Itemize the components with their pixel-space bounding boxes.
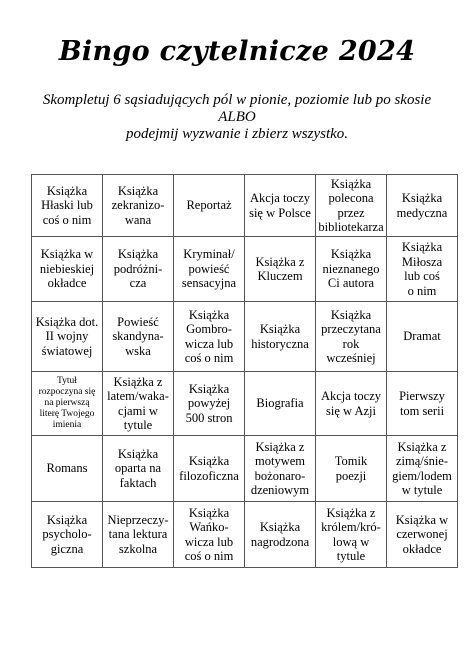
bingo-cell-line: podróżni-	[113, 261, 163, 276]
bingo-cell-line: imienia	[52, 420, 82, 430]
bingo-cell-line: na pierwszą	[44, 398, 90, 408]
bingo-cell-line: powyżej	[187, 396, 231, 411]
bingo-cell-line: niebieskiej	[39, 261, 95, 276]
bingo-cell	[387, 502, 458, 568]
bingo-cell-line: oparta na	[114, 461, 162, 476]
bingo-cell	[316, 502, 387, 568]
bingo-cell-line: polecona	[328, 191, 374, 205]
bingo-cell	[174, 175, 245, 237]
bingo-cell-line: II wojny	[45, 329, 89, 344]
bingo-grid	[31, 174, 458, 568]
bingo-cell-line: wska	[125, 343, 151, 358]
bingo-cell-line: Książka	[46, 512, 88, 527]
bingo-cell-line: 500 stron	[185, 410, 233, 425]
bingo-cell-line: Książka	[259, 322, 301, 336]
bingo-cell-line: Akcja toczy	[249, 191, 311, 205]
bingo-cell	[245, 372, 316, 436]
bingo-cell-line: motywem	[255, 454, 305, 468]
page-title: Bingo czytelnicze 2024	[58, 36, 416, 67]
bingo-cell-line: cza	[129, 276, 147, 291]
bingo-cell	[103, 502, 174, 568]
bingo-cell-line: literę Twojego	[39, 409, 95, 419]
instructions	[20, 92, 454, 143]
bingo-cell	[316, 372, 387, 436]
bingo-cell-line: Powieść	[117, 314, 159, 329]
bingo-cell	[387, 372, 458, 436]
bingo-cell-line: w tytule	[401, 483, 443, 497]
bingo-cell-line: okładce	[47, 276, 87, 291]
bingo-cell-line: Romans	[46, 461, 88, 476]
bingo-cell-line: filozoficzna	[179, 468, 239, 483]
bingo-cell	[103, 237, 174, 302]
bingo-cell-line: historyczna	[251, 336, 309, 351]
bingo-cell-line: giczna	[50, 541, 84, 556]
bingo-cell-line: Książka z	[397, 439, 447, 454]
bingo-cell-line: nagrodzona	[250, 534, 310, 549]
bingo-cell-line: Książka w	[40, 247, 94, 262]
bingo-cell-line: zimą/śnie-	[395, 454, 449, 468]
bingo-cell	[245, 302, 316, 372]
bingo-cell-line: Książka	[188, 505, 230, 520]
bingo-cell-line: Książka z	[326, 505, 376, 520]
bingo-cell-line: Dramat	[403, 329, 441, 344]
bingo-cell-line: okładce	[402, 541, 442, 556]
bingo-cell-line: wicza lub	[184, 336, 234, 351]
bingo-cell-line: Kryminał/	[183, 247, 235, 262]
bingo-cell	[387, 302, 458, 372]
bingo-cell	[174, 436, 245, 502]
bingo-cell-line: Książka dot.	[35, 314, 99, 329]
bingo-cell-line: Reportaż	[186, 198, 232, 213]
bingo-cell-line: Książka	[46, 183, 88, 198]
bingo-cell-line: psycholo-	[42, 527, 92, 542]
bingo-cell-line: Hłaski lub	[41, 198, 93, 213]
bingo-cell	[245, 237, 316, 302]
bingo-cell	[316, 237, 387, 302]
bingo-cell-line: Ci autora	[327, 276, 375, 291]
instructions-line-3: podejmij wyzwanie i zbierz wszystko.	[125, 126, 349, 142]
bingo-cell-line: Książka	[188, 307, 230, 322]
bingo-cell	[316, 175, 387, 237]
bingo-cell-line: się w Polsce	[249, 205, 311, 220]
bingo-cell-line: sensacyjna	[181, 276, 237, 291]
bingo-cell-line: Tytuł	[57, 376, 77, 386]
bingo-cell-line: lową w tytule	[332, 534, 370, 563]
bingo-cell-line: Tomik	[334, 454, 368, 468]
bingo-row	[32, 302, 458, 372]
bingo-cell	[32, 436, 103, 502]
bingo-cell	[245, 175, 316, 237]
bingo-row	[32, 436, 458, 502]
bingo-cell	[103, 175, 174, 237]
bingo-cell	[32, 372, 103, 436]
bingo-cell-line: Książka	[401, 191, 443, 205]
bingo-cell	[32, 175, 103, 237]
bingo-cell-line: o nim	[407, 283, 437, 298]
bingo-cell-line: Książka	[188, 454, 230, 468]
bingo-cell-line: poezji	[335, 468, 367, 483]
bingo-cell	[32, 502, 103, 568]
bingo-cell	[174, 302, 245, 372]
bingo-cell-line: faktach	[119, 475, 157, 490]
bingo-cell	[316, 436, 387, 502]
bingo-cell	[174, 372, 245, 436]
bingo-cell-line: Książka z	[255, 254, 305, 269]
bingo-cell-line: latem/waka-	[107, 389, 169, 403]
bingo-cell-line: giem/lodem	[392, 468, 452, 483]
bingo-cell-line: tana lektura	[108, 527, 168, 542]
bingo-cell-line: Wańko-	[189, 520, 229, 534]
bingo-cell-line: Książka w	[395, 512, 449, 527]
bingo-cell-line: przez	[337, 205, 365, 220]
bingo-cell	[174, 237, 245, 302]
bingo-cell-line: wicza lub	[184, 534, 234, 549]
bingo-cell	[245, 502, 316, 568]
bingo-cell-line: się w Azji	[326, 403, 376, 418]
bingo-cell-line: czerwonej	[396, 527, 448, 542]
instructions-line-2: ALBO	[218, 109, 256, 125]
bingo-row	[32, 175, 458, 237]
bingo-cell-line: bibliotekarza	[318, 220, 384, 234]
bingo-cell-line: światowej	[41, 343, 93, 358]
bingo-cell-line: Biografia	[256, 396, 304, 411]
bingo-cell-line: Książka	[401, 240, 443, 254]
bingo-cell	[387, 436, 458, 502]
bingo-cell-line: tytule	[123, 418, 153, 432]
bingo-cell	[32, 302, 103, 372]
bingo-cell-line: coś o nim	[184, 549, 234, 563]
bingo-cell-line: Nieprzeczy-	[107, 512, 169, 527]
bingo-cell-line: Miłosza	[401, 254, 443, 269]
bingo-row	[32, 237, 458, 302]
bingo-cell-line: bożonaro-	[254, 468, 306, 483]
bingo-cell-line: rok wcześniej	[326, 336, 376, 365]
bingo-cell-line: Książka	[330, 307, 372, 322]
bingo-cell-line: Książka	[117, 446, 159, 461]
bingo-cell-line: cjami w	[118, 403, 158, 418]
bingo-cell-line: tom serii	[399, 403, 445, 418]
bingo-cell	[32, 237, 103, 302]
bingo-cell-line: lub coś	[404, 269, 440, 283]
bingo-cell-line: Książka	[188, 381, 230, 396]
bingo-cell-line: Książka z	[255, 439, 305, 454]
bingo-cell-line: Książka	[117, 247, 159, 262]
bingo-cell-line: królem/kró-	[321, 520, 381, 534]
bingo-cell	[245, 436, 316, 502]
bingo-row	[32, 502, 458, 568]
bingo-cell-line: coś o nim	[42, 212, 92, 227]
bingo-cell-line: Akcja toczy	[320, 389, 382, 403]
bingo-cell-line: nieznanego	[322, 261, 380, 276]
bingo-cell-line: skandyna-	[112, 329, 164, 344]
bingo-cell-line: Książka	[330, 176, 372, 191]
bingo-cell-line: Kluczem	[257, 269, 303, 283]
bingo-cell-line: rozpoczyna się	[38, 387, 96, 397]
bingo-cell	[387, 237, 458, 302]
bingo-cell-line: Książka	[259, 520, 301, 534]
bingo-cell	[174, 502, 245, 568]
bingo-row	[32, 372, 458, 436]
bingo-cell-line: medyczna	[396, 205, 448, 220]
bingo-cell-line: Książka	[117, 183, 159, 198]
bingo-cell-line: Książka z	[113, 374, 163, 389]
bingo-cell-line: dzeniowym	[250, 483, 310, 497]
bingo-cell-line: powieść	[188, 261, 230, 276]
bingo-cell-line: przeczytana	[321, 322, 381, 336]
bingo-cell	[103, 372, 174, 436]
bingo-cell-line: szkolna	[118, 541, 158, 556]
instructions-line-1: Skompletuj 6 sąsiadujących pól w pionie, poziomie lub po skosie	[42, 92, 432, 108]
bingo-cell-line: Pierwszy	[399, 389, 445, 403]
bingo-cell-line: wana	[124, 212, 152, 227]
bingo-cell-line: Gombro-	[186, 322, 232, 336]
bingo-cell	[316, 302, 387, 372]
bingo-cell	[387, 175, 458, 237]
bingo-cell-line: Książka	[330, 247, 372, 262]
bingo-cell-line: coś o nim	[184, 351, 234, 365]
bingo-cell	[103, 436, 174, 502]
bingo-cell-line: zekranizo-	[111, 198, 165, 213]
bingo-cell	[103, 302, 174, 372]
